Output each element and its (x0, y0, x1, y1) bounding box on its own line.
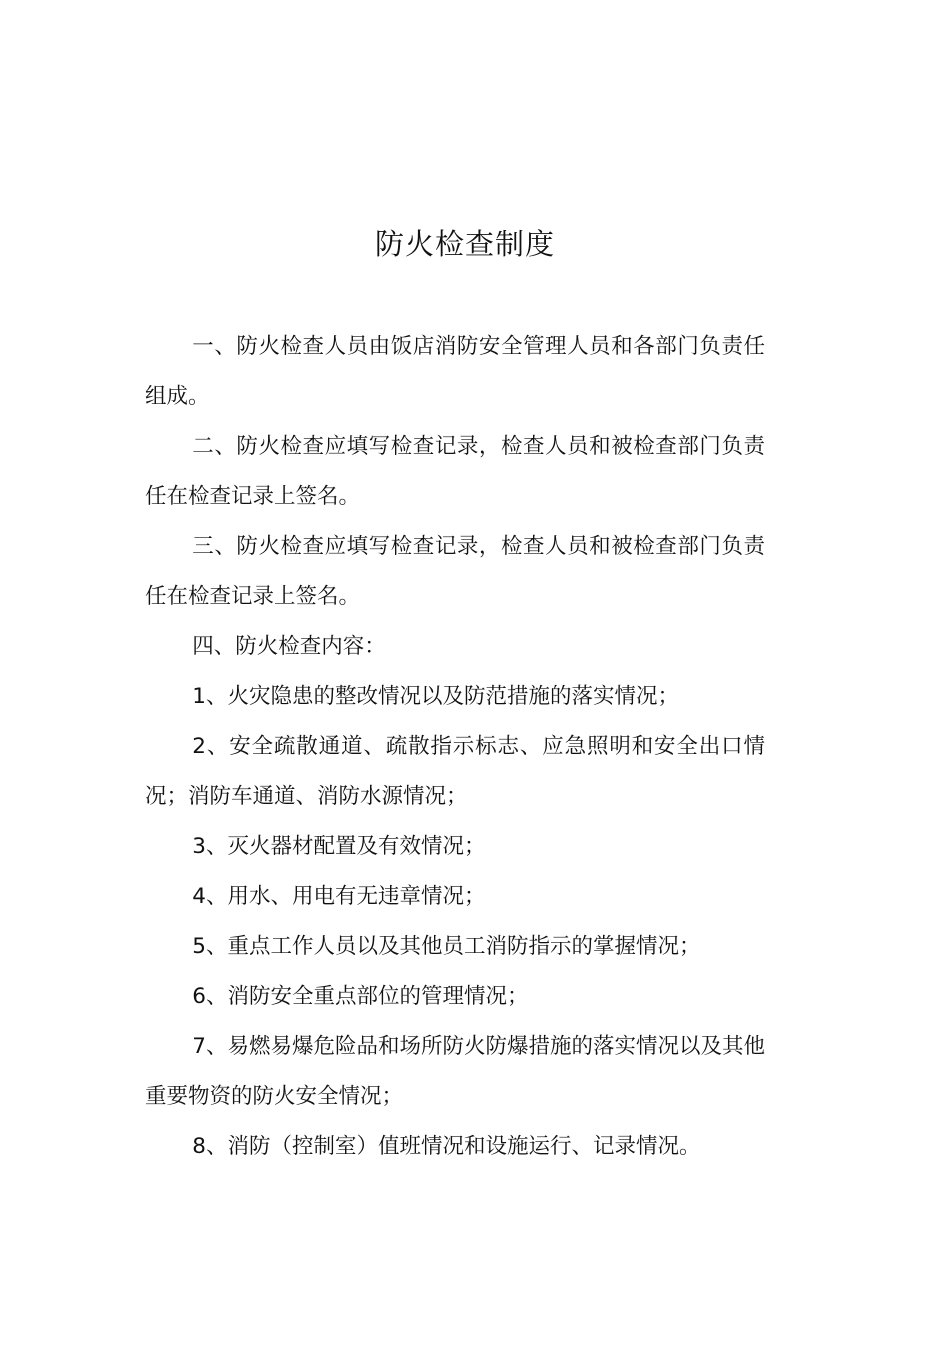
document-body (145, 322, 765, 1172)
list-item-6: 6、消防安全重点部位的管理情况； (192, 984, 529, 1009)
paragraph-1: 一、防火检查人员由饭店消防安全管理人员和各部门负责任组成。 (145, 334, 765, 409)
paragraph-4: 四、防火检查内容： (192, 634, 386, 659)
list-item-7: 7、易燃易爆危险品和场所防火防爆措施的落实情况以及其他重要物资的防火安全情况； (145, 1034, 765, 1109)
list-item-4: 4、用水、用电有无违章情况； (192, 884, 486, 909)
list-item-8: 8、消防（控制室）值班情况和设施运行、记录情况。 (192, 1134, 701, 1159)
paragraph-3: 三、防火检查应填写检查记录，检查人员和被检查部门负责任在检查记录上签名。 (145, 534, 765, 609)
paragraph-2: 二、防火检查应填写检查记录，检查人员和被检查部门负责任在检查记录上签名。 (145, 434, 765, 509)
document-title: 防火检查制度 (374, 227, 555, 261)
list-item-5: 5、重点工作人员以及其他员工消防指示的掌握情况； (192, 934, 701, 959)
list-item-2: 2、安全疏散通道、疏散指示标志、应急照明和安全出口情况；消防车通道、消防水源情况； (145, 734, 765, 809)
list-item-1: 1、火灾隐患的整改情况以及防范措施的落实情况； (192, 684, 679, 709)
list-item-3: 3、灭火器材配置及有效情况； (192, 834, 486, 859)
